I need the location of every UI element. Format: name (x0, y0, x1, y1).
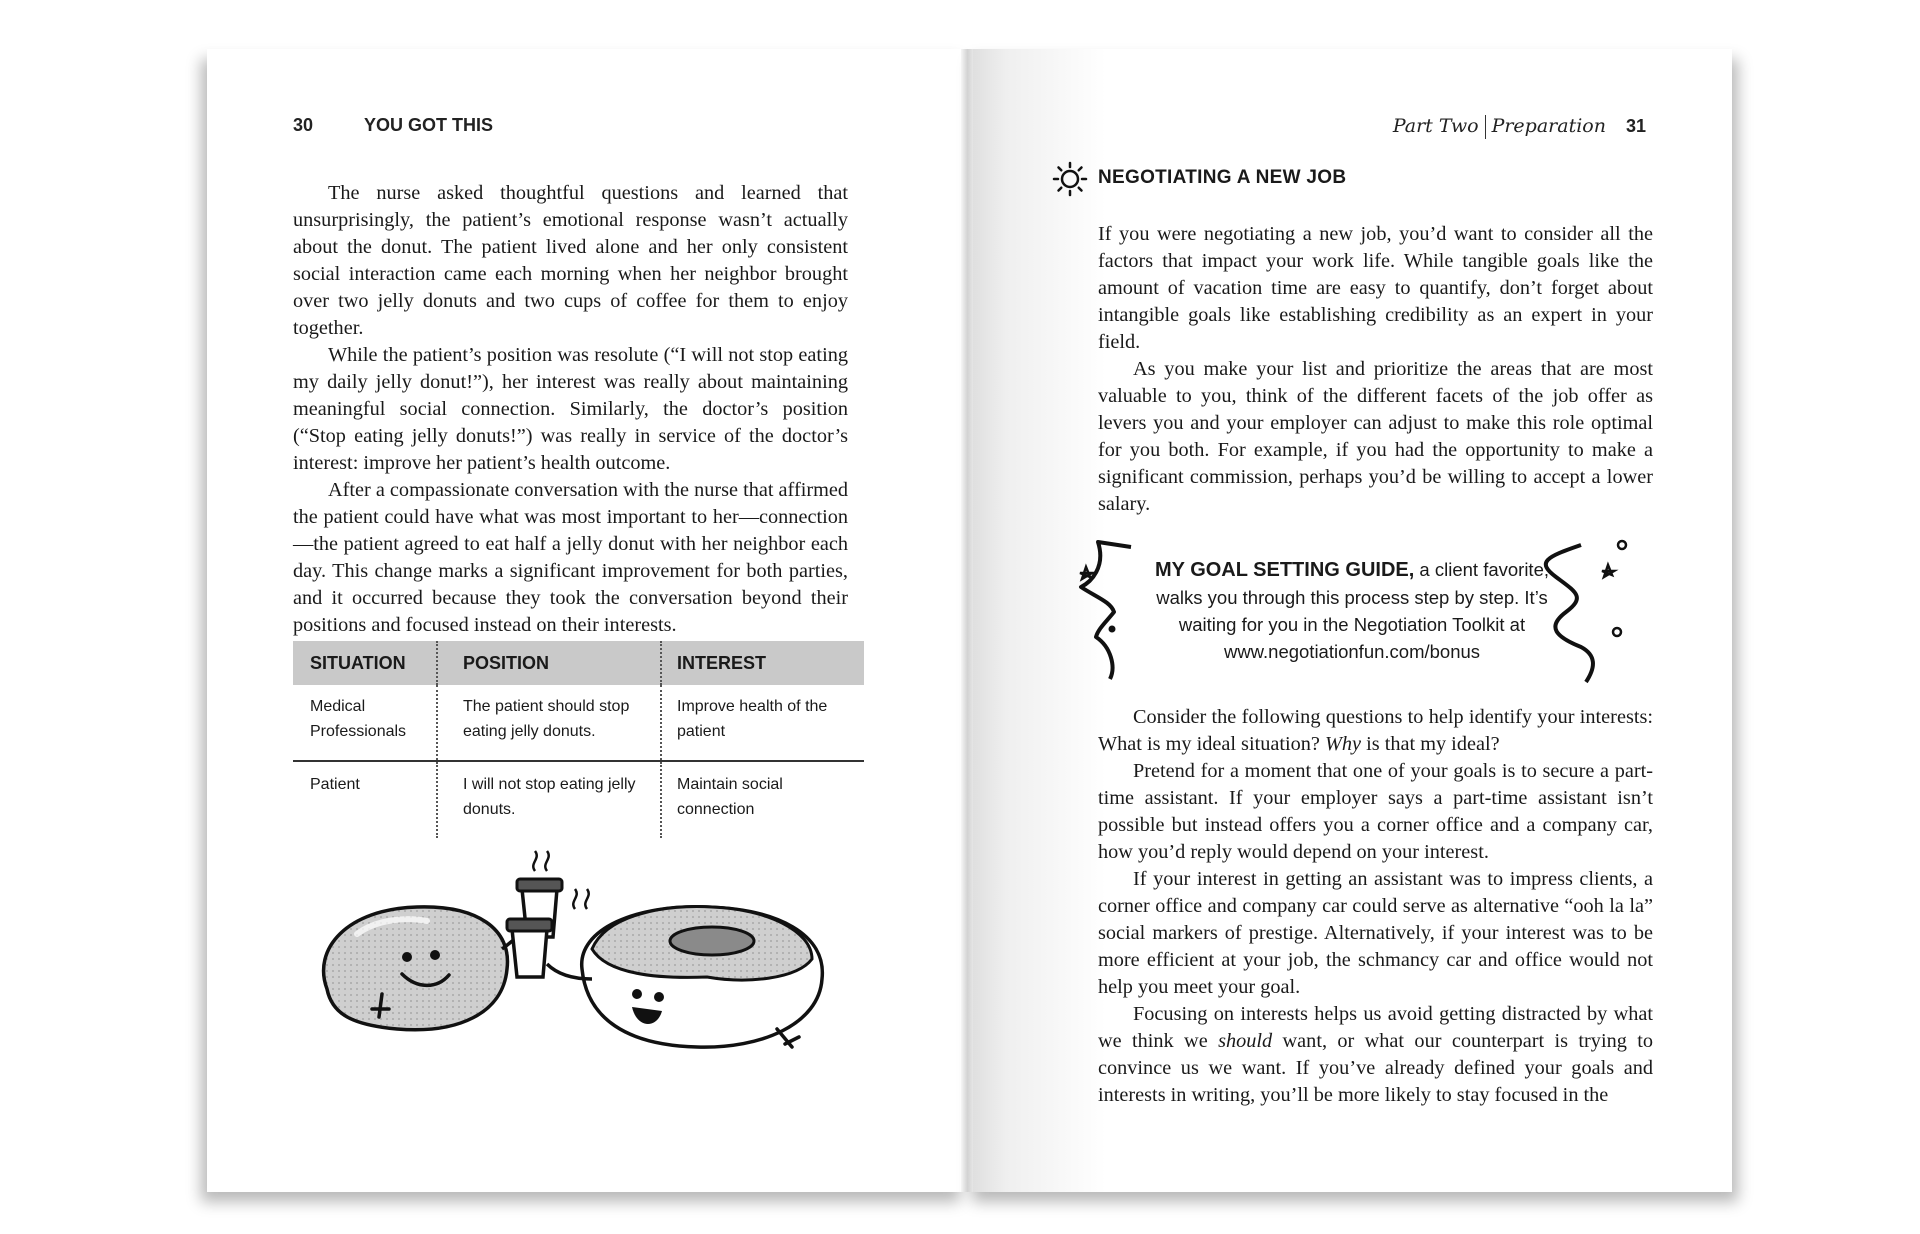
callout-line: waiting for you in the Negotiation Toolkit at (1178, 614, 1526, 635)
paragraph (1098, 1001, 1653, 1109)
running-part: Part Two (1392, 115, 1479, 137)
paragraph: The nurse asked thoughtful questions and learned that unsurprisingly, the patient’s emotional response wasn’t actually about the donut. The patient lived alone and her only consistent social interaction came each morning when her neighbor brought over two jelly donuts and two cups of coffee for them to enjoy together. (293, 182, 848, 339)
sparkle-icon (1602, 565, 1614, 577)
header-position: POSITION (436, 641, 660, 685)
header-interest: INTEREST (660, 641, 864, 685)
callout-text (1142, 556, 1562, 665)
italic-text: Why (1325, 733, 1362, 755)
text-run: Consider the following questions to help identify your interests: What is my ideal situation? (1098, 706, 1653, 755)
callout-line-text: a client favorite, (1414, 559, 1549, 580)
cell-interest: Improve health of the patient (660, 685, 864, 760)
sparkle-icon (1080, 567, 1092, 579)
paragraph: If you were negotiating a new job, you’d want to consider all the factors that impact your work life. While tangible goals like the amount of vacation time are easy to quantify, don’t forget about intangible goals like establishing credibility as an expert in your field. (1098, 223, 1653, 353)
callout-bold: MY GOAL SETTING GUIDE, (1155, 559, 1415, 581)
section-title: NEGOTIATING A NEW JOB (1098, 167, 1347, 188)
italic-text: should (1218, 1030, 1273, 1052)
callout-line (1142, 556, 1562, 584)
cell-situation: Patient (310, 776, 360, 793)
donut-friends-illustration (307, 849, 837, 1089)
running-head-divider (1485, 115, 1486, 139)
open-book (207, 49, 1732, 1192)
right-body-text-top (1098, 221, 1653, 518)
dot-decoration (1109, 626, 1116, 633)
right-page-number: 31 (1625, 116, 1646, 136)
right-body-text-bottom (1098, 704, 1653, 1109)
right-running-head (1393, 115, 1646, 139)
left-page-number: 30 (293, 115, 314, 135)
table-row (293, 762, 864, 838)
header-situation: SITUATION (310, 652, 406, 673)
paragraph (1098, 704, 1653, 758)
paragraph: After a compassionate conversation with the nurse that affirmed the patient could have what was most important to her—connection—the patient agreed to eat half a jelly donut with her neighbor each day. This change marks a significant improvement for both parties, and it occurred because they took the conversation beyond their positions and focused instead on their interests. (293, 479, 849, 636)
callout-url: www.negotiationfun.com/bonus (1223, 641, 1481, 662)
callout-line: walks you through this process step by step. It’s (1156, 587, 1548, 608)
right-page (966, 49, 1732, 1192)
paragraph: While the patient’s position was resolute (“I will not stop eating my daily jelly donut!”), her interest was really about maintaining meaningful social connection. Similarly, the doctor’s position (“Stop eating jelly donuts!”) was really in service of the doctor’s interest: improve her patient’s health outcome. (293, 344, 848, 474)
cell-position: The patient should stop eating jelly donuts. (436, 685, 660, 760)
dot-decoration (1613, 628, 1621, 636)
left-running-title: YOU GOT THIS (364, 115, 494, 135)
positions-interests-table (293, 641, 864, 838)
dot-decoration (1618, 541, 1626, 549)
cell-situation: Medical Professionals (310, 698, 407, 740)
left-page (207, 49, 966, 1192)
sun-icon (1052, 161, 1088, 197)
cell-interest: Maintain social connection (660, 762, 864, 838)
text-run: is that my ideal? (1361, 733, 1500, 755)
table-header (293, 641, 864, 685)
table-row (293, 685, 864, 762)
text-run: want, or what our counterpart is trying to convince us we want. If you’ve already defined your goals and interests in writing, you’ll be more likely to stay focused in the (1098, 1030, 1653, 1106)
cell-position: I will not stop eating jelly donuts. (436, 762, 660, 838)
paragraph: As you make your list and prioritize the areas that are most valuable to you, think of the different facets of the job offer as levers you and your employer can adjust to make this role optimal for you both. For example, if you had the opportunity to make a significant commission, perhaps you’d be willing to accept a lower salary. (1098, 358, 1653, 515)
paragraph: If your interest in getting an assistant was to impress clients, a corner office and company car could serve as alternative “ooh la la” social markers of prestige. Alternatively, if your interest was to be more efficient at your job, the schmancy car and office would not help you meet your goal. (1098, 868, 1653, 998)
running-section: Preparation (1491, 115, 1606, 137)
left-body-text (293, 180, 848, 639)
text-run: Focusing on interests helps us avoid getting distracted by what we think we (1098, 1003, 1653, 1052)
paragraph: Pretend for a moment that one of your goals is to secure a part-time assistant. If your employer says a part-time assistant isn’t possible but instead offers you a corner office and a company car, how you’d reply would depend on your interest. (1098, 760, 1653, 863)
book-gutter (961, 49, 973, 1192)
